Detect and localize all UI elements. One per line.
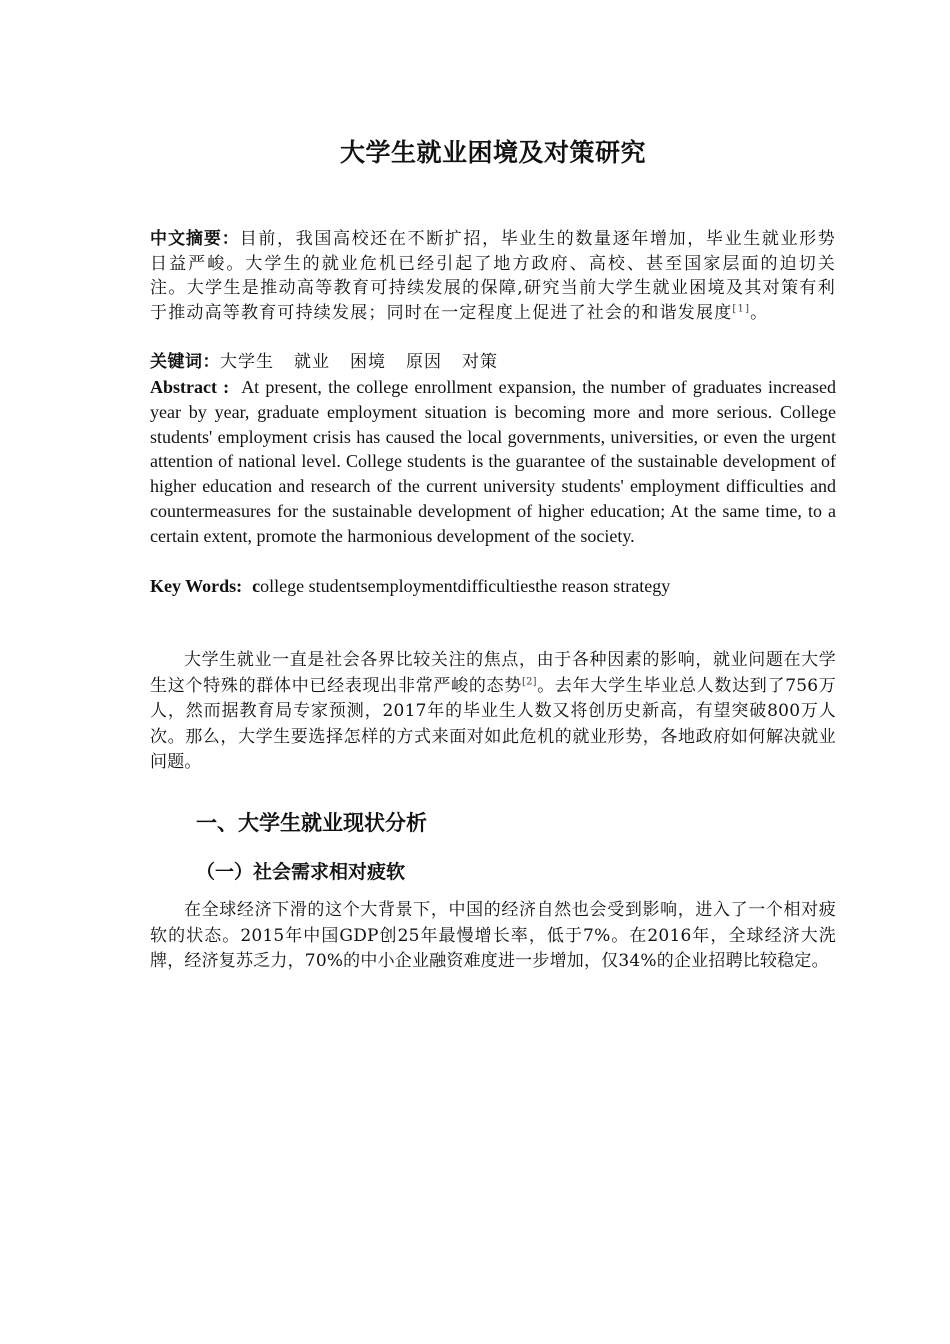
- intro-paragraph: [150, 648, 836, 776]
- keywords-cn-label: 关键词：: [150, 352, 220, 372]
- intro-text: 大学生就业一直是社会各界比较关注的焦点，由于各种因素的影响，就业问题在大学生这个特殊的群体中已经表现出非常严峻的态势: [150, 650, 836, 696]
- abstract-en-label: Abstract :: [150, 377, 230, 397]
- keyword-cn-term: 原因: [406, 352, 442, 372]
- keywords-en: [150, 574, 836, 598]
- keywords-en-label: Key Words:: [150, 576, 243, 596]
- keywords-en-text: ollege studentsemploymentdifficultiesthe reason strategy: [260, 576, 671, 596]
- section-heading: 一、大学生就业现状分析: [196, 811, 427, 835]
- abstract-en-text: At present, the college enrollment expansion, the number of graduates increased year by year, graduate employment situation is becoming more and more serious. College students' employment crisis has caused the local governments, universities, or even the urgent attention of national level. College students is the guarantee of the sustainable development of higher education and research of the current university students' employment difficulties and countermeasures for the sustainable development of higher education; At the same time, to a certain extent, promote the harmonious development of the society.: [150, 377, 836, 546]
- citation-ref-1[interactable]: [1]: [732, 303, 751, 315]
- keyword-cn-term: 对策: [462, 352, 498, 372]
- abstract-cn-end: 。: [750, 302, 769, 323]
- keywords-en-first-letter: c: [252, 576, 261, 596]
- keyword-cn-term: 就业: [294, 352, 330, 372]
- subsection-heading: （一）社会需求相对疲软: [196, 861, 406, 883]
- section-paragraph: 在全球经济下滑的这个大背景下，中国的经济自然也会受到影响，进入了一个相对疲软的状态。2015年中国GDP创25年最慢增长率，低于7%。在2016年，全球经济大洗牌，经济复苏乏力，70%的中小企业融资难度进一步增加，仅34%的企业招聘比较稳定。: [150, 900, 836, 971]
- abstract-cn-text: 目前，我国高校还在不断扩招，毕业生的数量逐年增加，毕业生就业形势日益严峻。大学生的就业危机已经引起了地方政府、高校、甚至国家层面的迫切关注。大学生是推动高等教育可持续发展的保障,研究当前大学生就业困境及其对策有利于推动高等教育可持续发展；同时在一定程度上促进了社会的和谐发展度: [150, 229, 837, 323]
- abstract-cn-label: 中文摘要：: [150, 229, 240, 249]
- abstract-en: [150, 375, 836, 549]
- keyword-cn-term: 大学生: [220, 352, 274, 372]
- keyword-cn-term: 困境: [350, 352, 386, 372]
- intro-text-cont: 。去年大学生毕业总人数达到了756万人，然而据教育局专家预测，2017年的毕业生人数又将创历史新高，有望突破800万人次。那么，大学生要选择怎样的方式来面对如此危机的就业形势，各地政府如何解决就业问题。: [150, 675, 836, 772]
- abstract-cn: [150, 227, 836, 325]
- paper-title: 大学生就业困境及对策研究: [339, 138, 646, 167]
- citation-ref-2[interactable]: [2]: [521, 675, 537, 687]
- keywords-cn: [150, 350, 836, 374]
